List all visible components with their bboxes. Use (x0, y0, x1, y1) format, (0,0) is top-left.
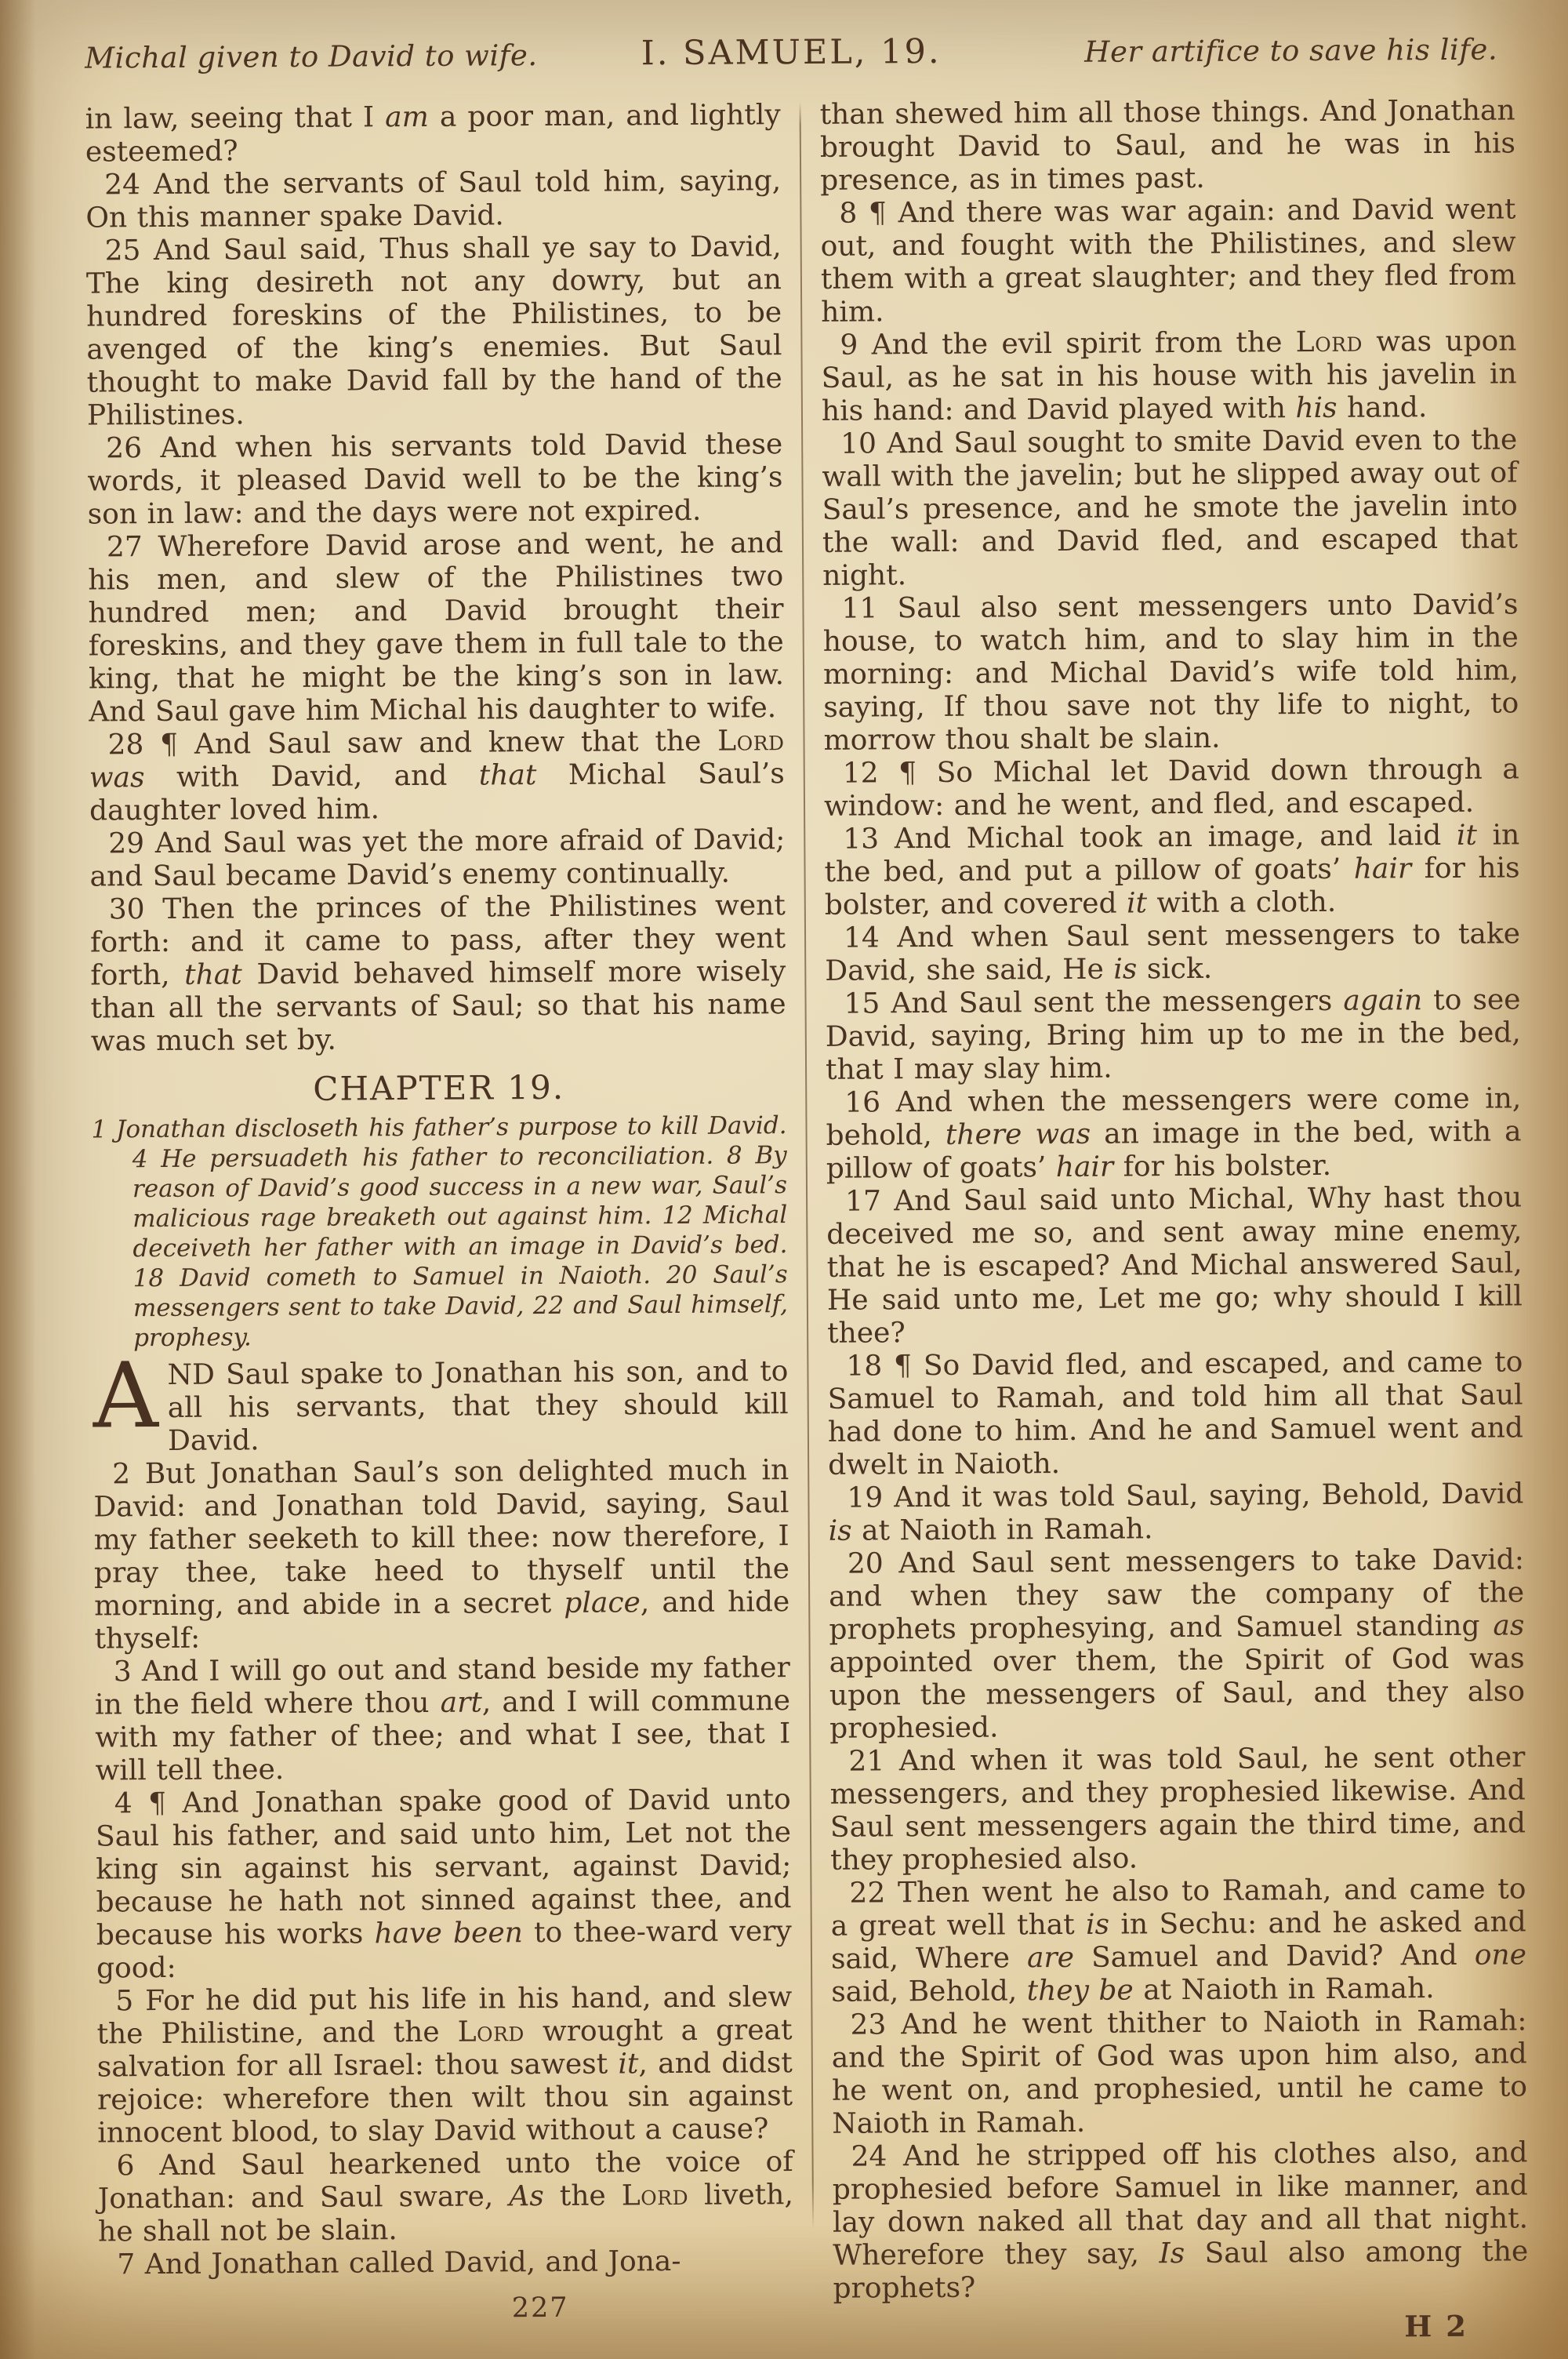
verse: 9 And the evil spirit from the Lord was upon Saul, as he sat in his house with his javelin in his hand: and David played with his hand. (821, 325, 1517, 427)
column-left (85, 99, 794, 2350)
verse: 10 And Saul sought to smite David even to the wall with the javelin; but he slipped away out of Saul’s presence, and he smote the javelin into the wall: and David fled, and escaped that night. (822, 423, 1519, 592)
verse: 27 Wherefore David arose and went, he and his men, and slew of the Philistines two hundred men; and David brought their foreskins, and they gave them in full tale to the king, that he might be the king’s son in law. And Saul gave him Michal his daughter to wife. (88, 527, 785, 729)
running-head-left: Michal given to David to wife. (85, 38, 538, 75)
verse: 18 ¶ So David fled, and escaped, and came to Samuel to Ramah, and told him all that Saul had done to him. And he and Samuel went and dwelt in Naioth. (827, 1346, 1524, 1481)
page-number: 227 (511, 2292, 569, 2324)
page-content (85, 28, 1529, 2350)
verse: 2 But Jonathan Saul’s son delighted much in David: and Jonathan told David, saying, Saul my father seeketh to kill thee: now therefore, I pray thee, take heed to thyself until the morning, and abide in a secret place, and hide thyself: (93, 1454, 790, 1656)
verse: 12 ¶ So Michal let David down through a window: and he went, and fled, and escaped. (823, 753, 1519, 823)
verse: 21 And when it was told Saul, he sent other messengers, and they prophesied likewise. And Saul sent messengers again the third time, and they prophesied also. (829, 1741, 1526, 1877)
column-right (820, 94, 1529, 2346)
verse: 24 And the servants of Saul told him, saying, On this manner spake David. (85, 165, 782, 234)
verse: 6 And Saul hearkened unto the voice of Jonathan: and Saul sware, As the Lord liveth, he shall not be slain. (97, 2146, 793, 2248)
chapter-heading: CHAPTER 19. (313, 1067, 565, 1108)
verse: 11 Saul also sent messengers unto David’s house, to watch him, and to slay him in the morning: and Michal David’s wife told him, saying, If thou save not thy life to night, to morrow thou shalt be slain. (822, 588, 1519, 757)
verse: 30 Then the princes of the Philistines went forth: and it came to pass, after they went forth, that David behaved himself more wisely than all the servants of Saul; so that his name was much set by. (89, 889, 786, 1058)
text-columns (85, 94, 1529, 2350)
verse: 24 And he stripped off his clothes also, and prophesied before Samuel in like manner, and lay down naked all that day and all that night. Wherefore they say, Is Saul also among the prophets? (832, 2136, 1529, 2305)
verse: 13 And Michal took an image, and laid it in the bed, and put a pillow of goats’ hair for his bolster, and covered it with a cloth. (824, 819, 1520, 921)
drop-cap-letter: A (93, 1343, 159, 1449)
verse: 7 And Jonathan called David, and Jona- (117, 2245, 681, 2281)
signature-mark: H 2 (1404, 2308, 1468, 2344)
verse: 23 And he went thither to Naioth in Ramah: and the Spirit of God was upon him also, and he went on, and prophesied, until he came to Naioth in Ramah. (831, 2005, 1528, 2140)
verse: 26 And when his servants told David these words, it pleased David well to be the king’s son in law: and the days were not expired. (87, 428, 783, 531)
verse: 17 And Saul said unto Michal, Why hast thou deceived me so, and sent away mine enemy, that he is escaped? And Michal answered Saul, He said unto me, Let me go; why should I kill thee? (826, 1181, 1523, 1350)
verse: 5 For he did put his life in his hand, and slew the Philistine, and the Lord wrought a great salvation for all Israel: thou sawest it, and didst rejoice: wherefore then wilt thou sin against innocent blood, to slay David without a cause? (96, 1981, 793, 2150)
verse: 16 And when the messengers were come in, behold, there was an image in the bed, with a pillow of goats’ hair for his bolster. (826, 1082, 1522, 1185)
verse: 28 ¶ And Saul saw and knew that the Lord was with David, and that Michal Saul’s daughter loved him. (89, 725, 785, 827)
verse: 25 And Saul said, Thus shall ye say to David, The king desireth not any dowry, but an hundred foreskins of the Philistines, to be avenged of the king’s enemies. But Saul thought to make David fall by the hand of the Philistines. (85, 231, 782, 432)
column-divider-rule (800, 102, 815, 2229)
chapter-summary: 1 Jonathan discloseth his father’s purpose to kill David. 4 He persuadeth his father to reconciliation. 8 By reason of David’s good success in a new war, Saul’s malicious rage breaketh out against him. 12 Michal deceiveth her father with an image in David’s bed. 18 David cometh to Samuel in Naioth. 20 Saul’s messengers sent to take David, 22 and Saul himself, prophesy. (91, 1111, 789, 1353)
verse: 29 And Saul was yet the more afraid of David; and Saul became David’s enemy continually. (89, 823, 786, 893)
verse: 22 Then went he also to Ramah, and came to a great well that is in Sechu: and he asked and said, Where are Samuel and David? And one said, Behold, they be at Naioth in Ramah. (830, 1873, 1527, 2008)
verse: 20 And Saul sent messengers to take David: and when they saw the company of the prophets prophesying, and Samuel standing as appointed over them, the Spirit of God was upon the messengers of Saul, and they also prophesied. (829, 1543, 1526, 1745)
verse: 19 And it was told Saul, saying, Behold, David is at Naioth in Ramah. (828, 1478, 1524, 1547)
verse: 3 And I will go out and stand beside my father in the field where thou art, and I will commune with my father of thee; and what I see, that I will tell thee. (94, 1652, 791, 1787)
running-head-title: I. SAMUEL, 19. (641, 31, 942, 74)
running-head-right: Her artifice to save his life. (1084, 32, 1498, 69)
verse-continuation: in law, seeing that I am a poor man, and lightly esteemed? (85, 99, 781, 169)
verse: 4 ¶ And Jonathan spake good of David unto Saul his father, and said unto him, Let not the king sin against his servant, against David; because he hath not sinned against thee, and because his works have been to thee-ward very good: (95, 1783, 792, 1985)
verse: 15 And Saul sent the messengers again to see David, saying, Bring him up to me in the bed, that I may slay him. (825, 983, 1521, 1086)
verse: 14 And when Saul sent messengers to take David, she said, He is sick. (825, 918, 1521, 987)
verse: AND Saul spake to Jonathan his son, and to all his servants, that they should kill David. (93, 1343, 789, 1457)
verse: 8 ¶ And there was war again: and David went out, and fought with the Philistines, and slew them with a great slaughter; and they fled from him. (820, 193, 1517, 329)
verse-continuation: than shewed him all those things. And Jonathan brought David to Saul, and he was in his presence, as in times past. (819, 94, 1516, 197)
running-head (85, 28, 1515, 76)
